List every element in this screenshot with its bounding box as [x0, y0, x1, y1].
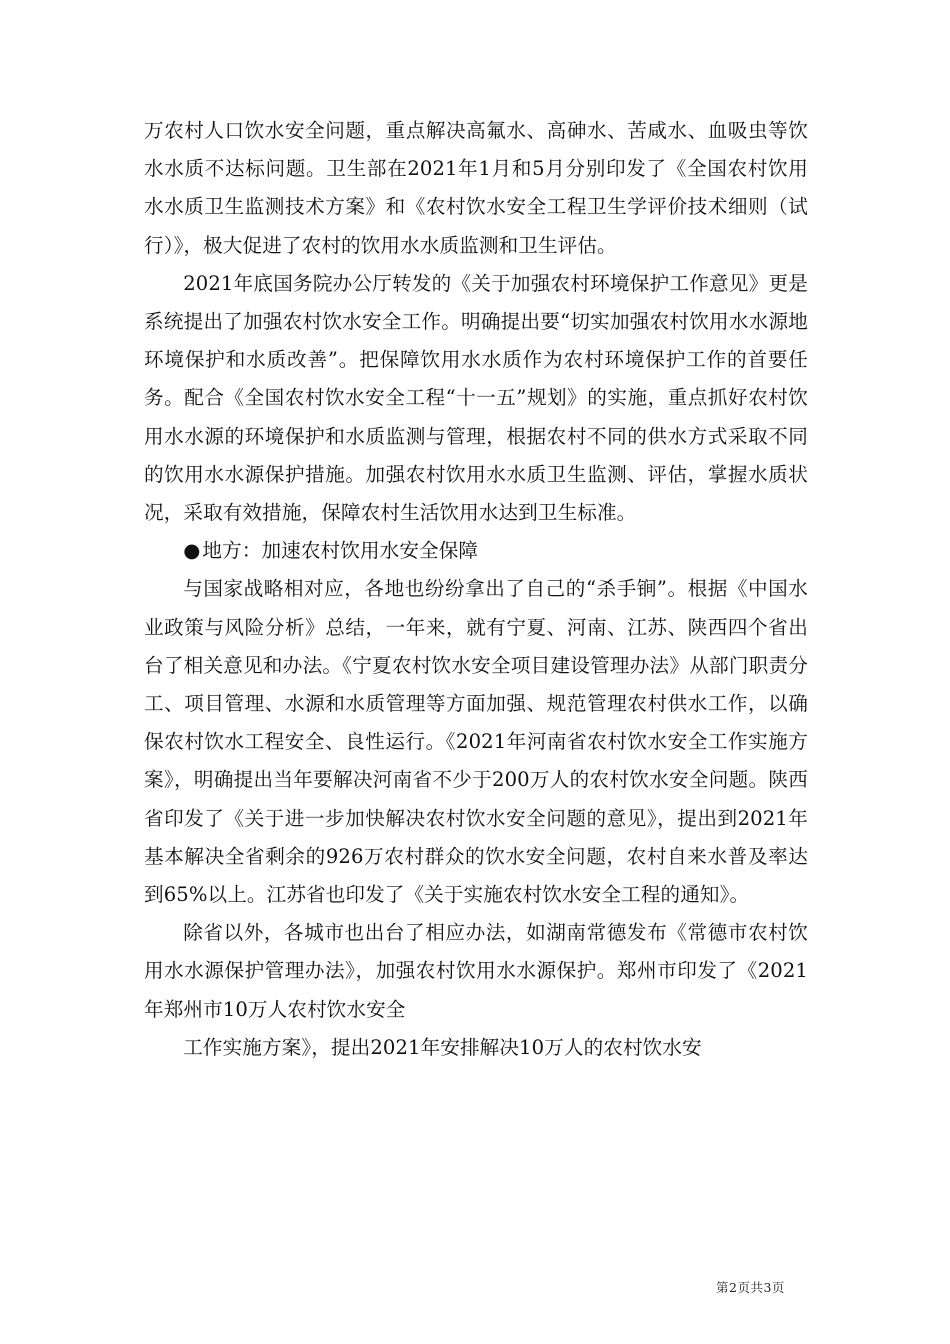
paragraph-2: 2021年底国务院办公厅转发的《关于加强农村环境保护工作意见》更是系统提出了加强农村饮水安全工作。明确提出要“切实加强农村饮用水水源地环境保护和水质改善”。把保障饮用水水质作为农村环境保护工作的首要任务。配合《全国农村饮水安全工程“十一五”规划》的实施，重点抓好农村饮用水水源的环境保护和水质监测与管理，根据农村不同的供水方式采取不同的饮用水水源保护措施。加强农村饮用水水质卫生监测、评估，掌握水质状况，采取有效措施，保障农村生活饮用水达到卫生标准。 [144, 271, 808, 525]
section-heading-text: 地方：加速农村饮用水安全保障 [202, 539, 479, 563]
paragraph-1: 万农村人口饮水安全问题，重点解决高氟水、高砷水、苦咸水、血吸虫等饮水水质不达标问题。卫生部在2021年1月和5月分别印发了《全国农村饮用水水质卫生监测技术方案》和《农村饮水安全工程卫生学评价技术细则（试行）》，极大促进了农村的饮用水水质监测和卫生评估。 [144, 119, 808, 257]
bullet-icon: ● [183, 539, 201, 563]
paragraph-3: 与国家战略相对应，各地也纷纷拿出了自己的“杀手锏”。根据《中国水业政策与风险分析》总结，一年来，就有宁夏、河南、江苏、陕西四个省出台了相关意见和办法。《宁夏农村饮水安全项目建设管理办法》从部门职责分工、项目管理、水源和水质管理等方面加强、规范管理农村供水工作，以确保农村饮水工程安全、良性运行。《2021年河南省农村饮水安全工作实施方案》，明确提出当年要解决河南省不少于200万人的农村饮水安全问题。陕西省印发了《关于进一步加快解决农村饮水安全问题的意见》，提出到2021年基本解决全省剩余的926万农村群众的饮水安全问题，农村自来水普及率达到65%以上。江苏省也印发了《关于实施农村饮水安全工程的通知》。 [144, 577, 808, 907]
page-number: 第2页共3页 [716, 1280, 785, 1295]
section-heading [144, 532, 808, 570]
document-body [144, 112, 808, 1067]
paragraph-5: 工作实施方案》，提出2021年安排解决10万人的农村饮水安 [183, 1035, 702, 1059]
paragraph-4: 除省以外，各城市也出台了相应办法，如湖南常德发布《常德市农村饮用水水源保护管理办法》，加强农村饮用水水源保护。郑州市印发了《2021年郑州市10万人农村饮水安全 [144, 921, 808, 1021]
